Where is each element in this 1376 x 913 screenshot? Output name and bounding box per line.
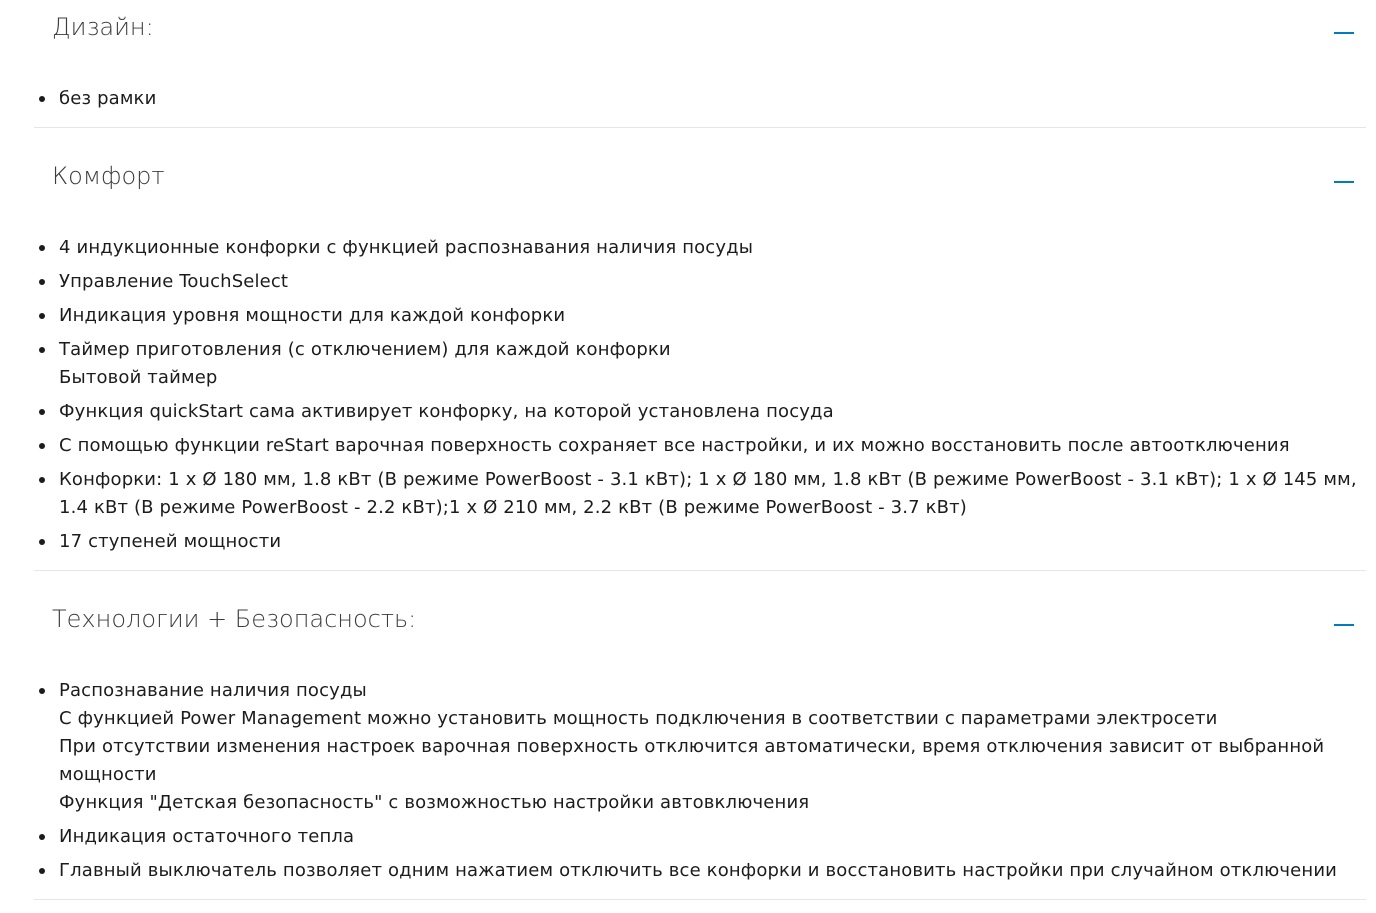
section-body xyxy=(34,656,1366,899)
section-header-design[interactable] xyxy=(34,0,1366,64)
list-item xyxy=(34,823,1366,851)
collapse-toggle[interactable] xyxy=(1326,163,1362,199)
minus-icon xyxy=(1334,624,1354,626)
list-item xyxy=(34,432,1366,460)
list-item-text: Функция "Детская безопасность" с возможностью настройки автовключения xyxy=(59,792,810,813)
bullet-icon xyxy=(39,96,45,102)
list-item xyxy=(34,268,1366,296)
list-item-text: Индикация уровня мощности для каждой конфорки xyxy=(59,305,566,326)
bullet-icon xyxy=(39,868,45,874)
minus-icon xyxy=(1334,181,1354,183)
section-header-comfort[interactable] xyxy=(34,149,1366,213)
section-header-safety[interactable] xyxy=(34,592,1366,656)
section-body xyxy=(34,64,1366,127)
list-item xyxy=(34,85,1366,113)
list-item-text: 1.4 кВт (В режиме PowerBoost - 2.2 кВт);1 x Ø 210 мм, 2.2 кВт (В режиме PowerBoost - 3.7 кВт) xyxy=(59,497,967,518)
list-item-text: Управление TouchSelect xyxy=(59,271,289,292)
bullet-icon xyxy=(39,409,45,415)
bullet-icon xyxy=(39,834,45,840)
minus-icon xyxy=(1334,32,1354,34)
list-item-text: Главный выключатель позволяет одним нажатием отключить все конфорки и восстановить настройки при случайном отключении xyxy=(59,860,1338,881)
list-item xyxy=(34,857,1366,885)
section-safety xyxy=(34,592,1366,900)
list-item xyxy=(34,398,1366,426)
list-item xyxy=(34,336,1366,392)
list-item xyxy=(34,466,1366,522)
section-title: Дизайн: xyxy=(52,13,154,41)
bullet-icon xyxy=(39,539,45,545)
bullet-icon xyxy=(39,313,45,319)
collapse-toggle[interactable] xyxy=(1326,14,1362,50)
list-item-text: С функцией Power Management можно установить мощность подключения в соответствии с параметрами электросети xyxy=(59,708,1218,729)
list-item-text: Распознавание наличия посуды xyxy=(59,680,367,701)
feature-list xyxy=(34,234,1366,556)
list-item-text: Бытовой таймер xyxy=(59,367,218,388)
list-item-text: Индикация остаточного тепла xyxy=(59,826,355,847)
list-item-text: без рамки xyxy=(59,88,157,109)
bullet-icon xyxy=(39,477,45,483)
list-item-text: Таймер приготовления (с отключением) для каждой конфорки xyxy=(59,339,671,360)
section-title: Комфорт xyxy=(52,162,165,190)
list-item-text: 17 ступеней мощности xyxy=(59,531,282,552)
list-item-text: С помощью функции reStart варочная поверхность сохраняет все настройки, и их можно восстановить после автоотключения xyxy=(59,435,1290,456)
list-item-text: Функция quickStart сама активирует конфорку, на которой установлена посуда xyxy=(59,401,834,422)
feature-list xyxy=(34,85,1366,113)
bullet-icon xyxy=(39,688,45,694)
section-title: Технологии + Безопасность: xyxy=(52,605,417,633)
section-comfort xyxy=(34,149,1366,571)
list-item-text: мощности xyxy=(59,764,157,785)
bullet-icon xyxy=(39,245,45,251)
list-item-text: 4 индукционные конфорки с функцией распознавания наличия посуды xyxy=(59,237,754,258)
list-item xyxy=(34,234,1366,262)
spec-accordion xyxy=(34,0,1366,900)
bullet-icon xyxy=(39,279,45,285)
section-design xyxy=(34,0,1366,128)
list-item xyxy=(34,528,1366,556)
list-item-text: Конфорки: 1 x Ø 180 мм, 1.8 кВт (В режиме PowerBoost - 3.1 кВт); 1 x Ø 180 мм, 1.8 кВт (В режиме PowerBoost - 3.1 кВт); 1 x Ø 145 мм, xyxy=(59,469,1357,490)
list-item-text: При отсутствии изменения настроек варочная поверхность отключится автоматически, время отключения зависит от выбранной xyxy=(59,736,1325,757)
section-body xyxy=(34,213,1366,570)
list-item xyxy=(34,302,1366,330)
feature-list xyxy=(34,677,1366,885)
collapse-toggle[interactable] xyxy=(1326,606,1362,642)
list-item xyxy=(34,677,1366,817)
bullet-icon xyxy=(39,347,45,353)
bullet-icon xyxy=(39,443,45,449)
